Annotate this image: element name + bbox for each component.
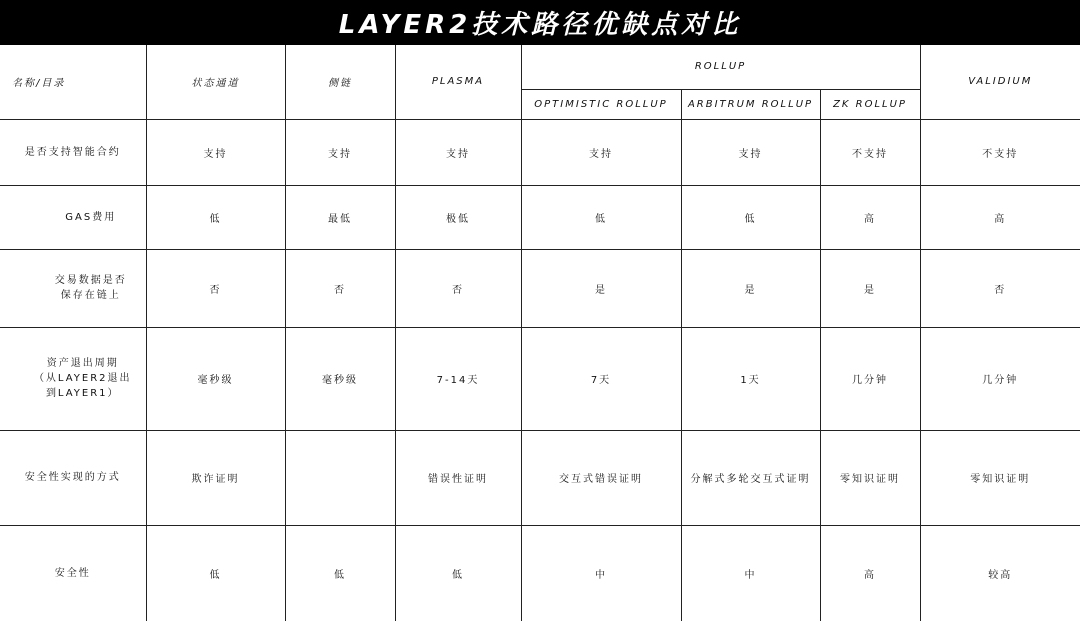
table-row xyxy=(0,119,1080,185)
table-cell: 错误性证明 xyxy=(395,430,521,525)
table-cell: 是 xyxy=(681,249,820,327)
row-label xyxy=(0,327,146,430)
table-cell: 零知识证明 xyxy=(820,430,920,525)
table-cell: 否 xyxy=(395,249,521,327)
table-cell: 1天 xyxy=(681,327,820,430)
table-cell: 低 xyxy=(146,185,285,249)
table-cell: 几分钟 xyxy=(920,327,1080,430)
table-row xyxy=(0,249,1080,327)
table-cell: 分解式多轮交互式证明 xyxy=(681,430,820,525)
row-label-text: 资产退出周期 （从LAYER2退出 到LAYER1） xyxy=(33,358,132,399)
header-optimistic-rollup: OPTIMISTIC ROLLUP xyxy=(521,89,681,119)
table-cell: 不支持 xyxy=(920,119,1080,185)
table-cell: 毫秒级 xyxy=(285,327,395,430)
table-cell: 零知识证明 xyxy=(920,430,1080,525)
table-row xyxy=(0,430,1080,525)
table-cell: 支持 xyxy=(285,119,395,185)
header-sidechain: 侧链 xyxy=(285,45,395,119)
table-cell: 中 xyxy=(521,525,681,621)
header-state-channel: 状态通道 xyxy=(146,45,285,119)
header-plasma: PLASMA xyxy=(395,45,521,119)
table-cell: 支持 xyxy=(146,119,285,185)
table-cell: 否 xyxy=(146,249,285,327)
table-cell: 交互式错误证明 xyxy=(521,430,681,525)
table-cell: 毫秒级 xyxy=(146,327,285,430)
table-cell: 否 xyxy=(920,249,1080,327)
row-label xyxy=(0,249,146,327)
table-cell: 低 xyxy=(521,185,681,249)
row-label: 安全性实现的方式 xyxy=(0,430,146,525)
table-cell: 最低 xyxy=(285,185,395,249)
page-title: LAYER2技术路径优缺点对比 xyxy=(338,10,742,40)
table-cell: 不支持 xyxy=(820,119,920,185)
row-label-text: 交易数据是否 保存在链上 xyxy=(54,275,127,301)
table-cell: 支持 xyxy=(681,119,820,185)
row-label: 安全性 xyxy=(0,525,146,621)
table-cell xyxy=(285,430,395,525)
table-cell: 否 xyxy=(285,249,395,327)
table-cell: 是 xyxy=(521,249,681,327)
table-cell: 低 xyxy=(285,525,395,621)
table-cell: 几分钟 xyxy=(820,327,920,430)
comparison-table xyxy=(0,45,1080,621)
table-row xyxy=(0,525,1080,621)
header-arbitrum-rollup: ARBITRUM ROLLUP xyxy=(681,89,820,119)
table-cell: 高 xyxy=(920,185,1080,249)
table-cell: 高 xyxy=(820,185,920,249)
table-cell: 欺诈证明 xyxy=(146,430,285,525)
table-cell: 7天 xyxy=(521,327,681,430)
header-corner: 名称/目录 xyxy=(0,45,146,119)
table-cell: 中 xyxy=(681,525,820,621)
table-cell: 低 xyxy=(681,185,820,249)
table-row xyxy=(0,185,1080,249)
table-cell: 高 xyxy=(820,525,920,621)
table-cell: 低 xyxy=(395,525,521,621)
table-cell: 支持 xyxy=(521,119,681,185)
row-label: GAS费用 xyxy=(0,185,146,249)
header-validium: VALIDIUM xyxy=(920,45,1080,119)
table-cell: 较高 xyxy=(920,525,1080,621)
table-row xyxy=(0,327,1080,430)
table-cell: 低 xyxy=(146,525,285,621)
header-rollup: ROLLUP xyxy=(521,45,920,89)
table-cell: 7-14天 xyxy=(395,327,521,430)
row-label: 是否支持智能合约 xyxy=(0,119,146,185)
table-cell: 是 xyxy=(820,249,920,327)
table-cell: 极低 xyxy=(395,185,521,249)
title-banner xyxy=(0,0,1080,45)
table-cell: 支持 xyxy=(395,119,521,185)
header-zk-rollup: ZK ROLLUP xyxy=(820,89,920,119)
